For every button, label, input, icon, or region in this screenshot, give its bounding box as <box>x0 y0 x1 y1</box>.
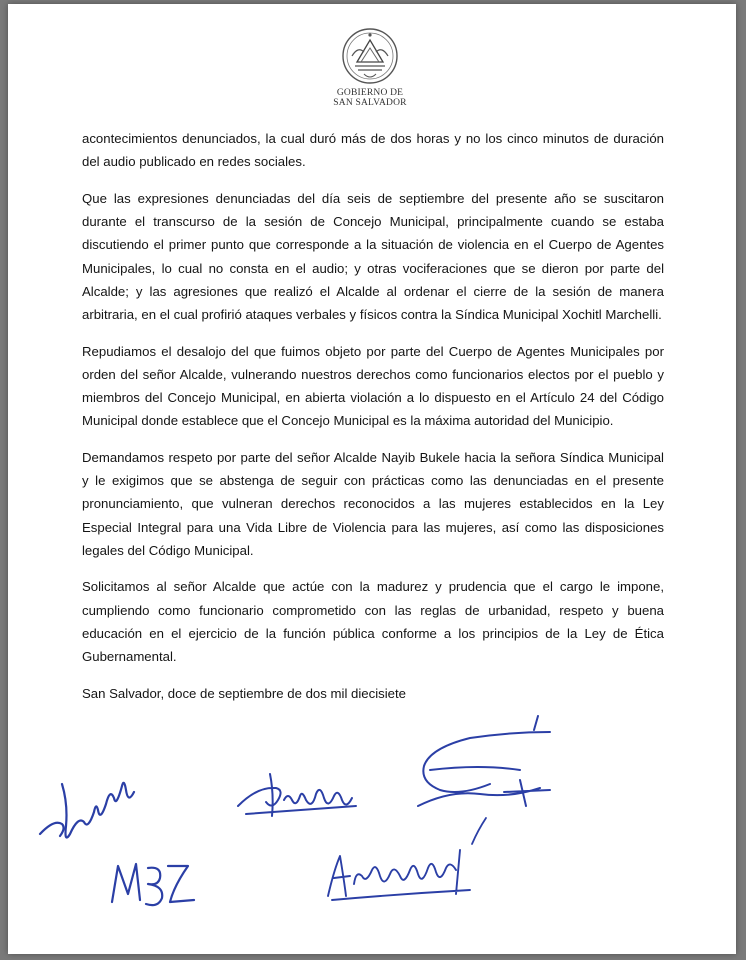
document-body <box>82 127 664 718</box>
signature-3-icon <box>400 710 570 820</box>
signature-2-icon <box>228 766 368 826</box>
paragraph-4: Demandamos respeto por parte del señor Alcalde Nayib Bukele hacia la señora Síndica Municipal y le exigimos que se abstenga de seguir con prácticas como las denunciadas en el presente pronunciamiento, que vulneran derechos reconocidos a las mujeres establecidos en la Ley Especial Integral para una Vida Libre de Violencia para las mujeres, así como las disposiciones legales del Código Municipal. <box>82 449 664 558</box>
document-page <box>8 4 736 954</box>
letterhead-line-1: GOBIERNO DE <box>336 88 404 98</box>
signature-6-icon <box>438 814 498 854</box>
date-line: San Salvador, doce de septiembre de dos mil diecisiete <box>82 685 407 701</box>
paragraph-2: Que las expresiones denunciadas del día seis de septiembre del presente año se suscitaron durante el transcurso de la sesión de Concejo Municipal, principalmente cuando se estaba discutiendo el primer punto que corresponde a la situación de violencia en el Cuerpo de Agentes Municipales, lo cual no consta en el audio; y otras vociferaciones que se dieron por parte del Alcalde; y las agresiones que realizó el Alcalde al ordenar el cierre de la sesión de manera arbitraria, en el cual profirió ataques verbales y físicos contra la Síndica Municipal Xochitl Marchelli. <box>82 190 664 322</box>
coat-of-arms-icon <box>340 26 400 88</box>
paragraph-3: Repudiamos el desalojo del que fuimos objeto por parte del Cuerpo de Agentes Municipales por orden del señor Alcalde, vulnerando nuestros derechos como funcionarios electos por el pueblo y miembros del Concejo Municipal, en abierta violación a lo dispuesto en el Artículo 24 del Código Municipal donde establece que el Concejo Municipal es la máxima autoridad del Municipio. <box>82 343 664 429</box>
letterhead-line-2: SAN SALVADOR <box>333 98 407 108</box>
paragraph-1: acontecimientos denunciados, la cual duró más de dos horas y no los cinco minutos de duración del audio publicado en redes sociales. <box>82 131 664 170</box>
letterhead <box>330 26 410 116</box>
signature-4-icon <box>104 846 204 916</box>
paragraph-5: Solicitamos al señor Alcalde que actúe con la madurez y prudencia que el cargo le impone, cumpliendo como funcionario comprometido con las reglas de urbanidad, respeto y buena educación en el ejercicio de la función pública conforme a los principios de la Ley de Ética Gubernamental. <box>82 579 664 665</box>
signature-1-icon <box>34 764 144 854</box>
